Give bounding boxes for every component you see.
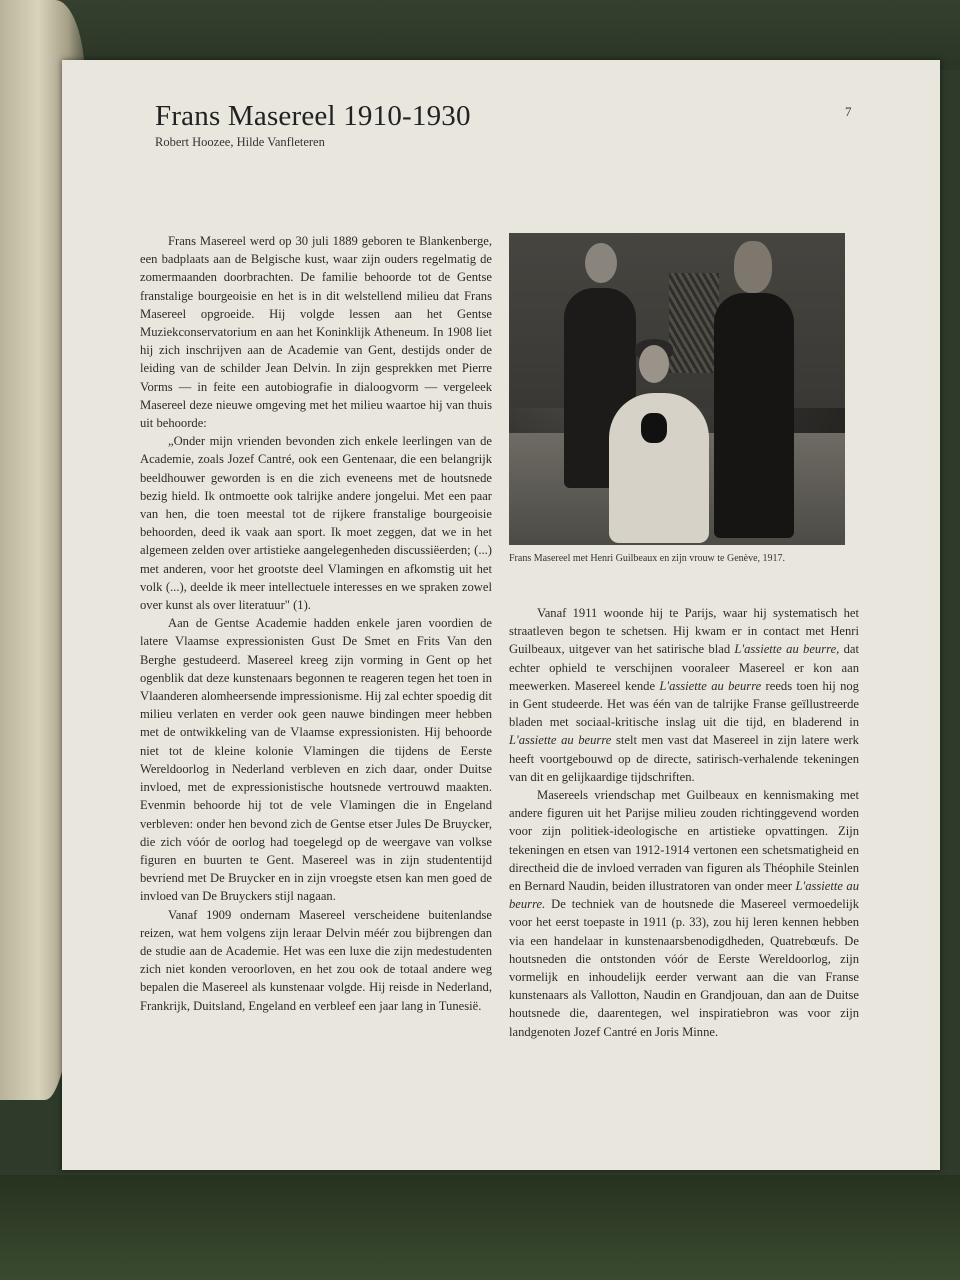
paragraph: Vanaf 1909 ondernam Masereel verscheidene buitenlandse reizen, wat hem volgens zijn leraar Delvin méér zou bijbrengen dan de studie aan de Academie. Het was een luxe die zijn medestudenten zich niet konden veroorloven, en het zou ook de totaal andere weg bepalen die Masereel als kunstenaar volgde. Hij reisde in Nederland, Frankrijk, Duitsland, Engeland en verbleef een jaar lang in Tunesië. (140, 907, 492, 1013)
paragraph: Frans Masereel werd op 30 juli 1889 geboren te Blankenberge, een badplaats aan de Belgische kust, waar zijn ouders regelmatig de zomermaanden doorbrachten. De familie behoorde tot de Gentse franstalige bourgeoisie en het is in dit welstellend milieu dat Frans Masereel opgroeide. Hij volgde lessen aan het Gentse Muziekconservatorium en aan het Koninklijk Atheneum. In 1908 liet hij zich inschrijven aan de Academie van Gent, destijds onder de leiding van de schilder Jean Delvin. In zijn gesprekken met Pierre Vorms — in feite een autobiografie in dialoogvorm — vergeleek Masereel deze nieuwe omgeving met het milieu waartoe hij van thuis uit behoorde: (140, 234, 492, 431)
authors: Robert Hoozee, Hilde Vanfleteren (155, 135, 325, 149)
page-title: Frans Masereel 1910-1930 (155, 100, 471, 132)
photo-caption: Frans Masereel met Henri Guilbeaux en zijn vrouw te Genève, 1917. (509, 553, 786, 564)
right-column (509, 604, 859, 1041)
paragraph: Vanaf 1911 woonde hij te Parijs, waar hij systematisch het straatleven begon te schetsen. Hij kwam er in contact met Henri Guilbeaux, uitgever van het satirische blad L'assiette au beurre, dat echter ophield te verschijnen vooraleer Masereel er kon aan meewerken. Masereel kende L'assiette au beurre reeds toen hij nog in Gent studeerde. Het was één van de talrijke Franse geïllustreerde bladen met sociaal-kritische inslag uit die tijd, en bladerend in L'assiette au beurre stelt men vast dat Masereel in zijn latere werk heeft voortgebouwd op de directe, satirisch-verhalende tekeningen van dit en gelijkaardige tijdschriften. (509, 606, 859, 784)
paragraph: Aan de Gentse Academie hadden enkele jaren voordien de latere Vlaamse expressionisten Gust De Smet en Frits Van den Berghe gestudeerd. Masereel kreeg zijn vorming in Gent op het ogenblik dat deze kunstenaars begonnen te reageren tegen het toen in Vlaanderen alomheersende impressionisme. Hij zal echter spoedig dit milieu verlaten en verder ook geen nauwe bindingen meer hebben met de ontwikkeling van de Vlaamse expressionisten. Hij behoorde niet tot de kleine kolonie Vlamingen die tijdens de Eerste Wereldoorlog in Nederland verbleven en zich daar, onder Duitse invloed, met de expressionistische houtsnede vertrouwd maakten. Evenmin behoorde hij tot de vele Vlamingen die in Engeland verbleven: onder hen bevond zich de Gentse etser Jules De Bruycker, die zich vóór de oorlog had toegelegd op de weergave van volkse figuren en buurten te Gent. Masereel was in zijn studententijd bevriend met De Bruycker en in zijn vroegste etsen kan men goed de invloed van De Bruyckers stijl nagaan. (140, 616, 492, 904)
page-number: 7 (845, 104, 852, 119)
background-bottom (0, 1175, 960, 1280)
photograph (509, 233, 845, 545)
quote-paragraph: „Onder mijn vrienden bevonden zich enkele leerlingen van de Academie, zoals Jozef Cantré, ook een Gentenaar, die een belangrijk beeldhouwer geworden is en die zich eveneens met de houtsnede bezig hield. Ik ontmoette ook talrijke andere jongelui. Met een paar van hen, die toen meestal tot de rijkere franstalige bourgeoisie behoorden, deed ik vaak aan sport. Ik moet zeggen, dat we in het algemeen zelden over artistieke aangelegenheden discussiëerden; (...) met anderen, voor het grootste deel Vlamingen en afkomstig uit het volk (...), deelde ik meer intellectuele interesses en we spraken zowel over kunst als over literatuur" (1). (140, 434, 492, 613)
book-page (62, 60, 940, 1170)
paragraph: Masereels vriendschap met Guilbeaux en kennismaking met andere figuren uit het Parijse milieu zouden richtinggevend worden voor zijn politiek-ideologische en artistieke opvattingen. Zijn tekeningen en etsen van 1912-1914 vertonen een schetsmatigheid en directheid die de invloed verraden van figuren als Théophile Steinlen en Bernard Naudin, beiden illustratoren van onder meer L'assiette au beurre. De techniek van de houtsnede die Masereel vermoedelijk voor het eerst toepaste in 1911 (p. 33), zou hij leren kennen hebben via een handelaar in kunstenaarsbenodigdheden, Quatrebœufs. De houtsneden die ontstonden vóór de Eerste Wereldoorlog, zijn vormelijk en inhoudelijk eerder verwant aan die van Franse kunstenaars als Vallotton, Naudin en Grandjouan, dan aan de Duitse houtsnede die, daarentegen, wel inspiratiebron was voor zijn landgenoten Jozef Cantré en Joris Minne. (509, 788, 860, 1039)
left-column (140, 232, 492, 1015)
